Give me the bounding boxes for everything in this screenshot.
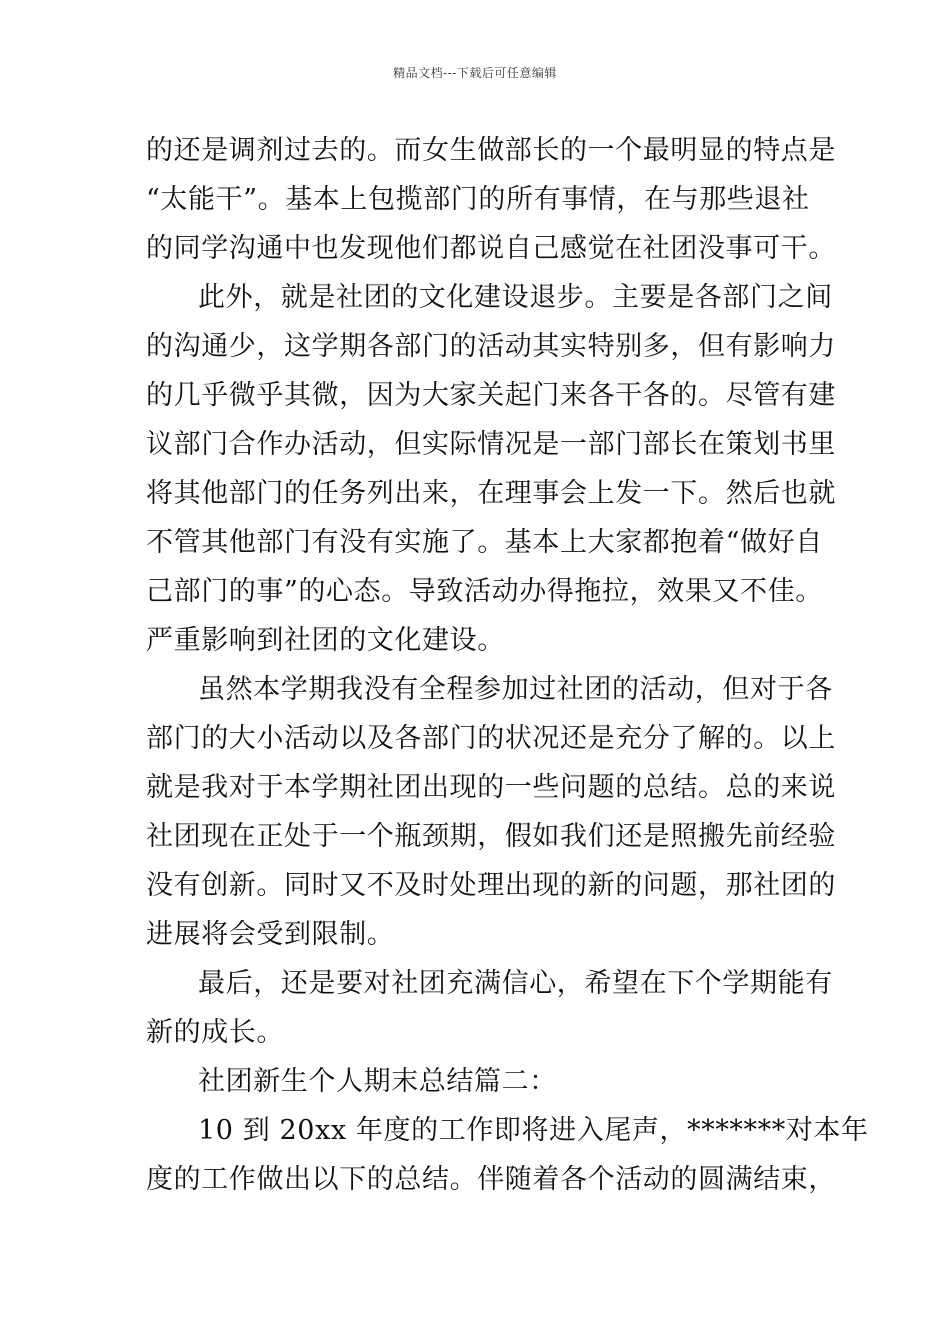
text-line: 严重影响到社团的文化建设。 — [146, 625, 505, 656]
text-line: 就是我对于本学期社团出现的一些问题的总结。总的来说 — [146, 772, 836, 803]
text-line: 新的成长。 — [146, 1017, 284, 1048]
text-line: “太能干”。基本上包揽部门的所有事情，在与那些退社 — [146, 184, 810, 215]
text-line: 的同学沟通中也发现他们都说自己感觉在社团没事可干。 — [146, 233, 836, 264]
text-line: 议部门合作办活动，但实际情况是一部门部长在策划书里 — [146, 429, 836, 460]
text-line: 部门的大小活动以及各部门的状况还是充分了解的。以上 — [146, 723, 836, 754]
text-line: 不管其他部门有没有实施了。基本上大家都抱着“做好自 — [146, 527, 823, 558]
text-line: 己部门的事”的心态。导致活动办得拖拉，效果又不佳。 — [146, 576, 823, 607]
text-line: 的沟通少，这学期各部门的活动其实特别多，但有影响力 — [146, 331, 836, 362]
text-line: 的还是调剂过去的。而女生做部长的一个最明显的特点是 — [146, 135, 836, 166]
text-line: 的几乎微乎其微，因为大家关起门来各干各的。尽管有建 — [146, 380, 836, 411]
text-line: 将其他部门的任务列出来，在理事会上发一下。然后也就 — [146, 478, 836, 509]
text-line: 度的工作做出以下的总结。伴随着各个活动的圆满结束， — [146, 1164, 836, 1195]
text-line: 进展将会受到限制。 — [146, 919, 395, 950]
paragraph-start-line: 最后，还是要对社团充满信心，希望在下个学期能有 — [198, 968, 833, 999]
paragraph-start-line: 10 到 20xx 年度的工作即将进入尾声，*******对本年 — [198, 1115, 869, 1146]
paragraph-start-line: 虽然本学期我没有全程参加过社团的活动，但对于各 — [198, 674, 833, 705]
section-heading: 社团新生个人期末总结篇二： — [198, 1066, 557, 1097]
document-body — [146, 126, 869, 1204]
page-header: 精品文档---下载后可任意编辑 — [393, 66, 557, 80]
paragraph-start-line: 此外，就是社团的文化建设退步。主要是各部门之间 — [198, 282, 833, 313]
text-line: 社团现在正处于一个瓶颈期，假如我们还是照搬先前经验 — [146, 821, 836, 852]
text-line: 没有创新。同时又不及时处理出现的新的问题，那社团的 — [146, 870, 836, 901]
